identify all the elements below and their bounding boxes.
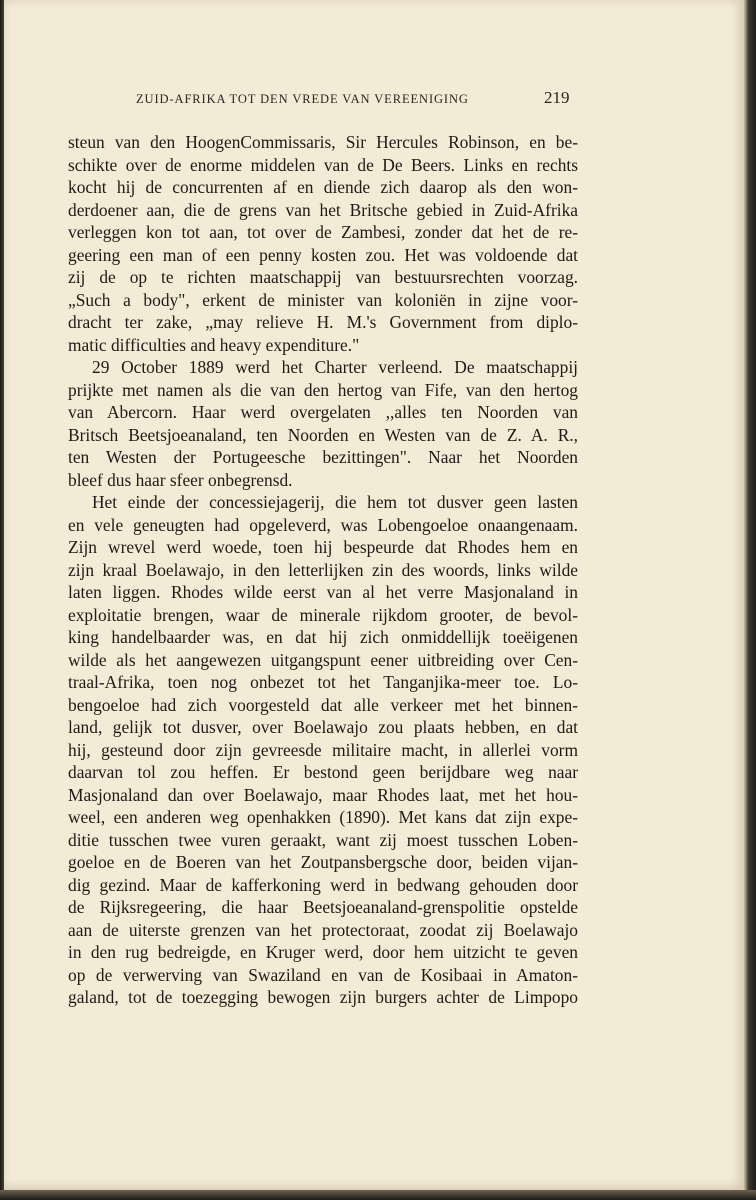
text-line: geering een man of een penny kosten zou. Het was voldoende dat [68, 244, 578, 265]
text-line: goeloe en de Boeren van het Zoutpansbergsche door, beiden vijan- [68, 852, 578, 872]
text-line: dracht ter zake, „may relieve H. M.'s Government from diplo- [68, 312, 578, 332]
text-line: de Rijksregeering, die haar Beetsjoeanaland-grenspolitie opstelde [68, 897, 578, 917]
text-line: ten Westen der Portugeesche bezittingen". Naar het Noorden [68, 447, 578, 467]
book-page [4, 0, 744, 1190]
text-line: Britsch Beetsjoeanaland, ten Noorden en Westen van de Z. A. R., [68, 424, 578, 445]
text-line: wilde als het aangewezen uitgangspunt eener uitbreiding over Cen- [68, 649, 578, 670]
text-line: aan de uiterste grenzen van het protectoraat, zoodat zij Boelawajo [68, 919, 578, 940]
running-head: ZUID-AFRIKA TOT DEN VREDE VAN VEREENIGING [136, 92, 469, 106]
text-line: Het einde der concessiejagerij, die hem tot dusver geen lasten [92, 492, 578, 512]
text-line: steun van den HoogenCommissaris, Sir Hercules Robinson, en be- [68, 132, 578, 152]
text-line: derdoener aan, die de grens van het Britsche gebied in Zuid-Afrika [68, 199, 578, 220]
text-line: verleggen kon tot aan, tot over de Zambesi, zonder dat het de re- [68, 222, 578, 242]
text-line: hij, gesteund door zijn gevreesde militaire macht, in allerlei vorm [68, 739, 578, 760]
text-line: van Abercorn. Haar werd overgelaten ,,alles ten Noorden van [68, 402, 578, 422]
text-line: land, gelijk tot dusver, over Boelawajo zou plaats hebben, en dat [68, 717, 578, 737]
page-number: 219 [544, 88, 570, 107]
text-line: „Such a body", erkent de minister van koloniën in zijne voor- [68, 289, 578, 310]
text-line: zij de op te richten maatschappij van bestuursrechten voorzag. [68, 267, 578, 287]
text-line: bleef dus haar sfeer onbegrensd. [68, 469, 293, 490]
text-line: laten liggen. Rhodes wilde eerst van al het verre Masjonaland in [68, 582, 578, 602]
text-line: kocht hij de concurrenten af en diende zich daarop als den won- [68, 177, 578, 197]
text-line: ditie tusschen twee vuren geraakt, want zij moest tusschen Loben- [68, 829, 578, 850]
text-line: daarvan tol zou heffen. Er bestond geen berijdbare weg naar [68, 762, 578, 782]
page-right-edge [744, 0, 756, 1200]
text-line: bengoeloe had zich voorgesteld dat alle verkeer met het binnen- [68, 694, 578, 715]
text-line: op de verwerving van Swaziland en van de Kosibaai in Amaton- [68, 964, 578, 985]
text-line: in den rug bedreigde, en Kruger werd, door hem uitzicht te geven [68, 942, 578, 962]
page-bottom-edge [0, 1190, 756, 1200]
text-line: 29 October 1889 werd het Charter verleend. De maatschappij [92, 357, 578, 377]
text-line: zijn kraal Boelawajo, in den letterlijken zin des woords, links wilde [68, 559, 578, 580]
text-line: king handelbaarder was, en dat hij zich onmiddellijk toeëigenen [68, 627, 578, 647]
text-line: Zijn wrevel werd woede, toen hij bespeurde dat Rhodes hem en [68, 537, 578, 557]
text-line: en vele geneugten had opgeleverd, was Lobengoeloe onaangenaam. [68, 514, 578, 535]
text-line: matic difficulties and heavy expenditure." [68, 334, 360, 355]
text-line: traal-Afrika, toen nog onbezet tot het Tanganjika-meer toe. Lo- [68, 672, 578, 692]
text-line: weel, een anderen weg openhakken (1890). Met kans dat zijn expe- [68, 807, 578, 827]
text-line: exploitatie brengen, waar de minerale rijkdom grooter, de bevol- [68, 604, 578, 625]
text-line: Masjonaland dan over Boelawajo, maar Rhodes laat, met het hou- [68, 784, 578, 805]
text-line: galand, tot de toezegging bewogen zijn burgers achter de Limpopo [68, 987, 578, 1007]
body-text [68, 131, 578, 1009]
text-line: schikte over de enorme middelen van de De Beers. Links en rechts [68, 154, 578, 175]
text-line: prijkte met namen als die van den hertog van Fife, van den hertog [68, 379, 578, 400]
text-line: dig gezind. Maar de kafferkoning werd in bedwang gehouden door [68, 874, 578, 895]
